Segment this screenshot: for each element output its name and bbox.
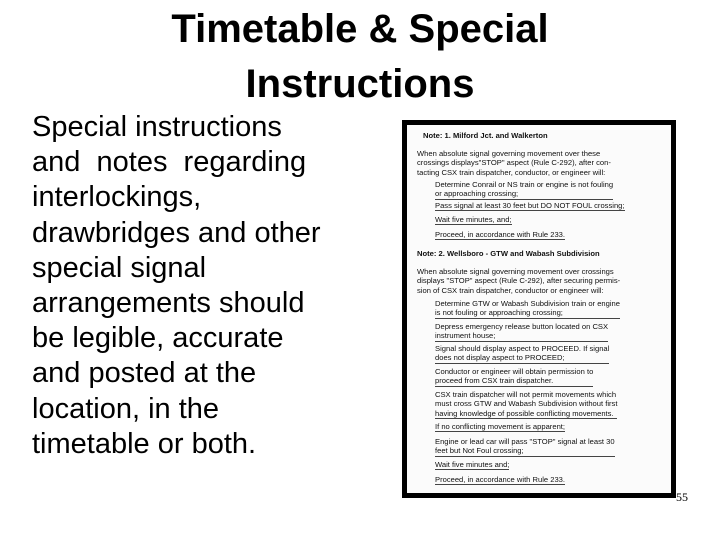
step-line: Engine or lead car will pass "STOP" signal at least 30 [435,437,615,446]
intro-line: crossings displays"STOP" aspect (Rule C-292), after con- [417,158,611,168]
step-line: Determine Conrail or NS train or engine is not fouling [435,180,614,189]
note-2-step [435,299,620,319]
step-line: If no conflicting movement is apparent; [435,422,566,431]
step-line: Wait five minutes, and; [435,215,512,224]
step-line: Determine GTW or Wabash Subdivision train or engine [435,299,621,308]
intro-line: When absolute signal governing movement over these [417,149,601,158]
note-2-step [435,344,609,364]
note-2-step [435,390,617,419]
intro-line: tacting CSX train dispatcher, conductor, or engineer will: [417,167,606,177]
note-1-step [435,230,565,240]
note-2-step [435,367,593,387]
body-line: drawbridges and other [32,216,321,249]
body-line: location, in the [32,392,220,425]
step-line: Signal should display aspect to PROCEED. If signal [435,344,610,353]
page-number: 55 [676,490,688,504]
note-2-heading: Note: 2. Wellsboro - GTW and Wabash Subdivision [417,249,600,258]
note-1-intro [417,149,611,177]
step-line: having knowledge of possible conflicting movements. [435,408,614,418]
step-line: must cross GTW and Wabash Subdivision without first [435,399,618,409]
note-1-heading: Note: 1. Milford Jct. and Walkerton [423,131,548,140]
body-text [32,110,377,462]
note-2-step [435,475,565,485]
intro-line: When absolute signal governing movement over crossings [417,267,614,276]
step-line: Proceed, in accordance with Rule 233. [435,475,566,484]
intro-line: sion of CSX train dispatcher, conductor or engineer will: [417,285,604,295]
body-line: be legible, accurate [32,322,284,355]
step-line: instrument house; [435,331,496,341]
step-line: does not display aspect to PROCEED; [435,353,565,363]
body-line: timetable or both. [32,427,257,460]
note-1-step [435,201,625,211]
step-line: CSX train dispatcher will not permit movements which [435,390,617,399]
body-line: Special instructions [32,111,282,143]
step-line: Conductor or engineer will obtain permission to [435,367,594,376]
note-2-step [435,460,509,470]
step-line: Depress emergency release button located on CSX [435,322,609,331]
body-line: arrangements should [32,287,305,320]
body-line: interlockings, [32,181,202,214]
step-line: Proceed, in accordance with Rule 233. [435,230,566,239]
note-1-step [435,215,512,225]
note-2-step [435,437,615,457]
intro-line: displays "STOP" aspect (Rule C-292), after securing permis- [417,276,621,286]
step-line: proceed from CSX train dispatcher. [435,376,554,386]
body-line: and notes regarding [32,146,307,179]
note-2-step [435,422,565,432]
note-1-step [435,180,613,200]
step-line: feet but Not Foul crossing; [435,446,524,456]
title-line-1: Timetable & Special [171,7,549,51]
step-line: or approaching crossing; [435,189,519,199]
body-line: special signal [32,251,207,284]
step-line: is not fouling or approaching crossing; [435,308,563,318]
note-2-step [435,322,608,342]
body-line: and posted at the [32,357,257,390]
step-line: Pass signal at least 30 feet but DO NOT FOUL crossing; [435,201,625,210]
slide-title [60,2,660,112]
step-line: Wait five minutes and; [435,460,510,469]
title-line-2: Instructions [245,62,475,106]
scanned-timetable-excerpt [402,120,676,498]
note-2-intro [417,267,620,295]
